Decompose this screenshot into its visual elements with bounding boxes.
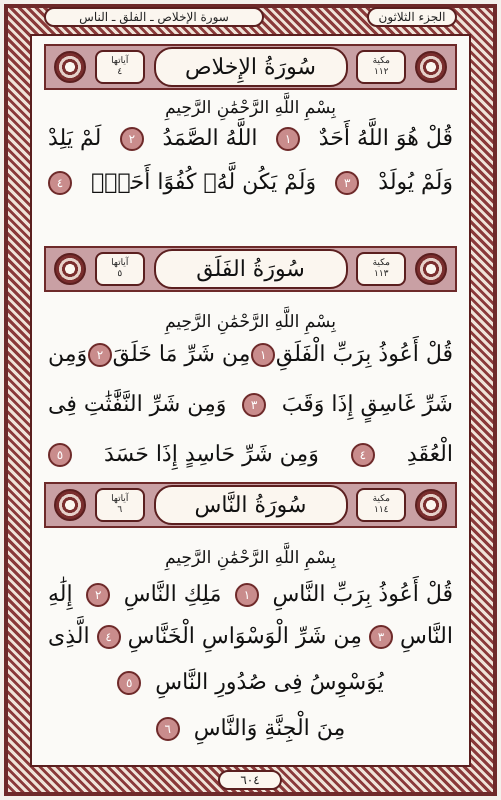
basmala: بِسْمِ اللَّهِ الرَّحْمَٰنِ الرَّحِيمِ (165, 312, 336, 332)
ayah-text: اللَّهُ الصَّمَدُ (162, 126, 258, 151)
ayah-line (48, 622, 453, 652)
ayah-text: وَلَمْ يَكُن لَّهُۥ كُفُوًا أَحَدٌۢ (91, 170, 317, 195)
ayah-text: مِن شَرِّ الْوَسْوَاسِ الْخَنَّاسِ (127, 624, 362, 649)
verses-label: آياتها (111, 258, 129, 268)
ayah-number-marker: ٤ (97, 625, 121, 649)
surah-number: ١١٢ (374, 67, 389, 77)
ayah-line (48, 714, 453, 744)
ayah-text: مِنَ الْجِنَّةِ وَالنَّاسِ (193, 716, 346, 741)
ayah-text: شَرِّ غَاسِقٍ إِذَا وَقَبَ (281, 392, 453, 417)
ayah-line (48, 440, 453, 470)
ayah-line (48, 580, 453, 610)
ayah-text: قُلْ هُوَ اللَّهُ أَحَدٌ (318, 126, 453, 151)
surah-type-cartouche (356, 488, 406, 522)
ayah-line (48, 168, 453, 198)
ayah-number-marker: ١ (276, 127, 300, 151)
ayah-text: مَلِكِ النَّاسِ (123, 582, 222, 607)
verses-label: آياتها (111, 56, 129, 66)
ayah-number-marker: ١ (251, 343, 275, 367)
ayah-text: الْعُقَدِ (406, 442, 453, 467)
surah-number: ١١٣ (374, 269, 389, 279)
surah-banner (44, 482, 457, 528)
ayah-number-marker: ٤ (351, 443, 375, 467)
ayah-number-marker: ٢ (88, 343, 112, 367)
ayah-text: يُوَسْوِسُ فِى صُدُورِ النَّاسِ (155, 670, 384, 695)
ayah-text: إِلَٰهِ (48, 582, 73, 607)
basmala: بِسْمِ اللَّهِ الرَّحْمَٰنِ الرَّحِيمِ (165, 98, 336, 118)
surah-title: سُورَةُ الفَلَق (154, 249, 348, 289)
ayah-number-marker: ٦ (156, 717, 180, 741)
verses-cartouche (95, 488, 145, 522)
verses-count: ٤ (117, 67, 123, 77)
surah-banner (44, 44, 457, 90)
ayah-number-marker: ٥ (117, 671, 141, 695)
verses-cartouche (95, 50, 145, 84)
ayah-number-marker: ٥ (48, 443, 72, 467)
verses-label: آياتها (111, 494, 129, 504)
rosette-ornament-icon (54, 51, 86, 83)
page-number: ٦٠٤ (218, 770, 282, 790)
rosette-ornament-icon (54, 253, 86, 285)
ayah-text: النَّاسِ (399, 624, 453, 649)
verses-cartouche (95, 252, 145, 286)
juz-label: الجزء الثلاثون (367, 7, 457, 27)
ayah-line (48, 124, 453, 154)
surah-type-cartouche (356, 50, 406, 84)
ayah-text: وَمِن شَرِّ حَاسِدٍ إِذَا حَسَدَ (104, 442, 319, 467)
ayah-number-marker: ٢ (86, 583, 110, 607)
rosette-ornament-icon (415, 253, 447, 285)
ayah-number-marker: ٣ (242, 393, 266, 417)
ayah-number-marker: ٤ (48, 171, 72, 195)
ayah-line (48, 340, 453, 370)
surah-number: ١١٤ (374, 505, 389, 515)
surah-type-cartouche (356, 252, 406, 286)
ayah-number-marker: ٢ (120, 127, 144, 151)
verses-count: ٥ (117, 269, 123, 279)
rosette-ornament-icon (54, 489, 86, 521)
ayah-number-marker: ٣ (369, 625, 393, 649)
ayah-text: وَمِن شَرِّ النَّفَّٰثَٰتِ فِى (48, 392, 227, 417)
basmala: بِسْمِ اللَّهِ الرَّحْمَٰنِ الرَّحِيمِ (165, 548, 336, 568)
ayah-number-marker: ١ (235, 583, 259, 607)
ayah-text: قُلْ أَعُوذُ بِرَبِّ النَّاسِ (272, 582, 453, 607)
ayah-number-marker: ٣ (335, 171, 359, 195)
surah-banner (44, 246, 457, 292)
surah-names-header: سورة الإخلاص ـ الفلق ـ الناس (44, 7, 264, 27)
surah-type: مكية (372, 56, 390, 66)
ayah-text: وَلَمْ يُولَدْ (378, 170, 453, 195)
surah-type: مكية (372, 494, 390, 504)
page-header (44, 6, 457, 28)
ayah-line (48, 668, 453, 698)
ayah-line (48, 390, 453, 420)
verses-count: ٦ (117, 505, 123, 515)
surah-title: سُورَةُ الإِخلاص (154, 47, 348, 87)
ayah-text: وَمِن (48, 342, 88, 367)
surah-title: سُورَةُ النَّاس (154, 485, 348, 525)
surah-type: مكية (372, 258, 390, 268)
ayah-text: مِن شَرِّ مَا خَلَقَ (112, 342, 251, 367)
rosette-ornament-icon (415, 51, 447, 83)
ayah-text: الَّذِى (48, 624, 90, 649)
ayah-text: لَمْ يَلِدْ (48, 126, 102, 151)
rosette-ornament-icon (415, 489, 447, 521)
ayah-text: قُلْ أَعُوذُ بِرَبِّ الْفَلَقِ (275, 342, 453, 367)
